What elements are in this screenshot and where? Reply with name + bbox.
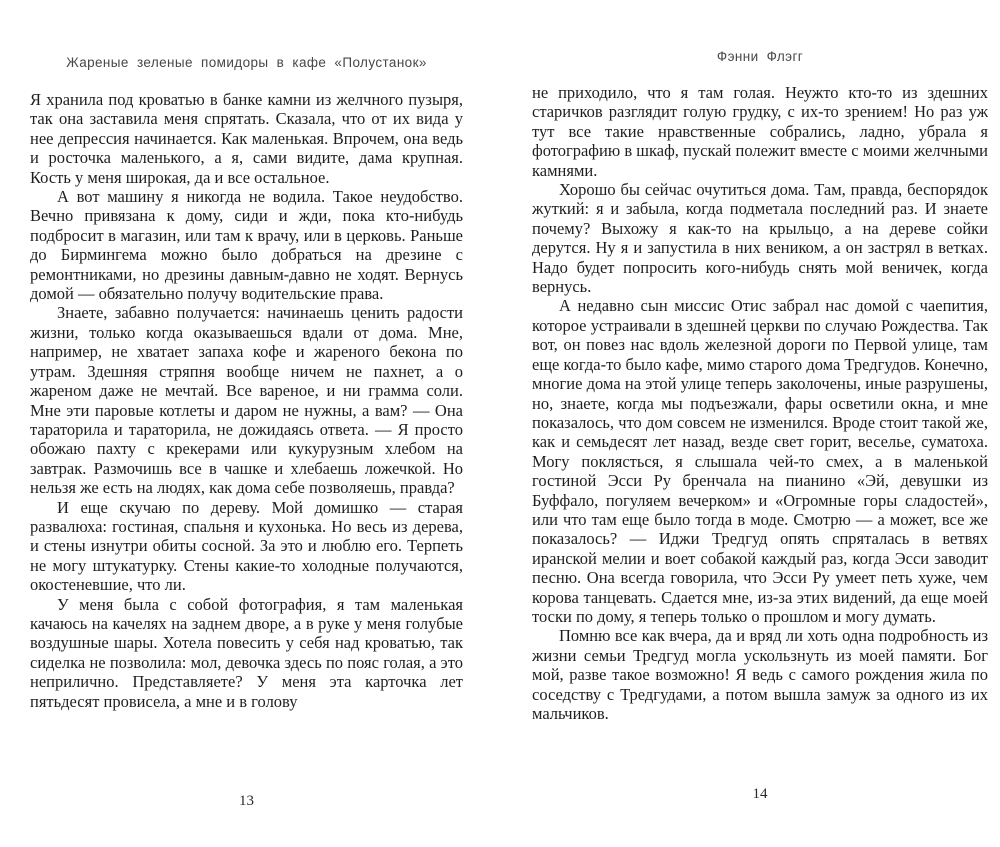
running-header-left: Жареные зеленые помидоры в кафе «Полустанок» [66,55,427,70]
paragraph: А вот машину я никогда не водила. Такое неудобство. Вечно привязана к дому, сиди и жди, пока кто-нибудь подбросит в магазин, или там к врачу, или в церковь. Раньше до Бирмингема можно было добраться на дрезине с ремонтниками, но дрезины давным-давно не ходят. Вернусь домой — обязательно получу водительские права. [30,187,463,304]
left-page [30,0,463,847]
left-page-body [30,90,463,782]
right-page [532,0,988,847]
paragraph: Хорошо бы сейчас очутиться дома. Там, правда, беспорядок жуткий: я и забыла, когда подметала последний раз. И знаете почему? Выхожу я как-то на крыльцо, а на дереве сойки дерутся. Ну я и запустила в них веником, а он застрял в ветках. Надо будет попросить кого-нибудь снять мой веничек, когда вернусь. [532,180,988,297]
paragraph: У меня была с собой фотография, я там маленькая качаюсь на качелях на заднем дворе, а в руке у меня голубые воздушные шары. Хотела повесить у себя над кроватью, так сиделка не позволила: мол, девочка здесь по пояс голая, а это неприлично. Представляете? У меня эта карточка лет пятьдесят провисела, а мне и в голову [30,594,463,711]
paragraph: Помню все как вчера, да и вряд ли хоть одна подробность из жизни семьи Тредгуд могла ускользнуть из моей памяти. Бог мой, разве такое возможно! Я ведь с самого рождения жила по соседству с Тредгудами, а потом вышла замуж за одного из их мальчиков. [532,626,988,723]
right-page-body [532,83,988,785]
page-number-right: 14 [752,786,768,802]
paragraph: И еще скучаю по дереву. Мой домишко — старая развалюха: гостиная, спальня и кухонька. Но весь из дерева, и стены изнутри обиты сосной. За это и люблю его. Терпеть не могу штукатурку. Стены какие-то холодные получаются, окостеневшие, что ли. [30,497,463,595]
paragraph: не приходило, что я там голая. Неужто кто-то из здешних старичков разглядит голую грудку, с их-то зрением! Но раз уж тут все такие нравственные собрались, ладно, убрала я фотографию в шкаф, пускай полежит вместе с моими желчными камнями. [532,83,988,180]
page-number-left: 13 [239,793,254,809]
paragraph: Я хранила под кроватью в банке камни из желчного пузыря, так она заставила меня спрятать. Сказала, что от их вида у нее депрессия начинается. Как маленькая. Впрочем, она ведь и росточка маленького, а я, сами видите, дама крупная. Кость у меня широкая, да и все остальное. [30,90,463,187]
paragraph: Знаете, забавно получается: начинаешь ценить радости жизни, только когда оказываешься вдали от дома. Мне, например, не хватает запаха кофе и жареного бекона по утрам. Здешняя стряпня вообще ничем не пахнет, а о жареном даже не мечтай. Все вареное, и ни грамма соли. Мне эти паровые котлеты и даром не нужны, а вам? — Она тараторила и тараторила, не дожидаясь ответа. — Я просто обожаю пахту с крекерами или кукурузным хлебом на завтрак. Размочишь все в чашке и хлебаешь ложечкой. Но нельзя же есть на людях, как дома себе позволяешь, правда? [30,303,463,498]
paragraph: А недавно сын миссис Отис забрал нас домой с чаепития, которое устраивали в здешней церкви по случаю Рождества. Так вот, он повез нас вдоль железной дороги по Первой улице, там еще когда-то было кафе, мимо старого дома Тредгудов. Конечно, многие дома на этой улице теперь заколочены, иные разрушены, но, знаете, когда мы подъезжали, фары осветили окна, и мне показалось, что дом совсем не изменился. Вроде стоит такой же, как и семьдесят лет назад, везде свет горит, веселье, суматоха. Могу поклясться, я слышала чей-то смех, а в маленькой гостиной Эсси Ру бренчала на пианино «Эй, девушки из Буффало, погуляем вечерком» и «Огромные горы сладостей», или что там еще было тогда в моде. Смотрю — а может, все же показалось? — Иджи Тредгуд опять спряталась в ветвях иранской мелии и воет собакой каждый раз, когда Эсси заводит песню. Она всегда говорила, что Эсси Ру умеет петь хуже, чем корова танцевать. Сдается мне, из-за этих видений, да еще моей тоски по дому, я теперь только о прошлом и могу думать. [532,296,988,626]
running-header-right: Фэнни Флэгг [716,49,804,64]
